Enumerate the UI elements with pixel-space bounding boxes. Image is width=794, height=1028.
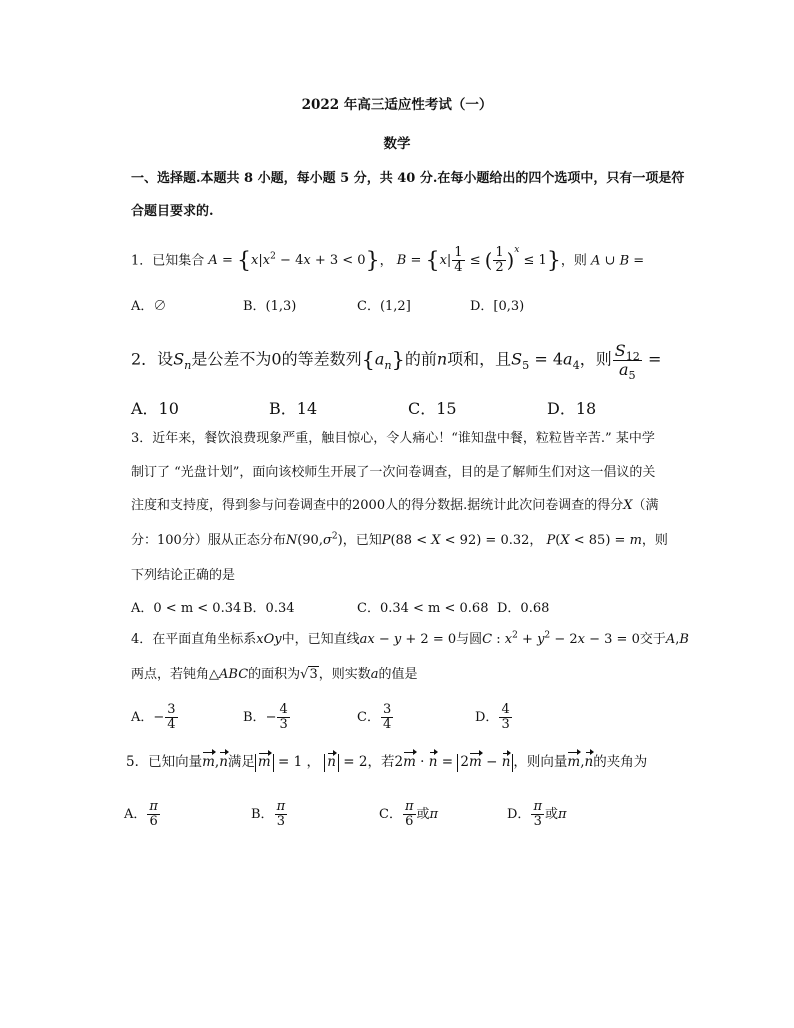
question-2-option-c[interactable]: C．15 — [408, 399, 457, 418]
question-5-text-a: 5．已知向量 — [126, 754, 203, 770]
question-3-line4-b: ，已知 — [342, 533, 382, 548]
question-3-line3-a: 注度和支持度，得到参与问卷调查中的 — [131, 498, 353, 513]
question-3-line3-b: 人的得分数据.据统计此次问卷调查的得分 — [385, 498, 624, 513]
question-3-line4-c: ，则 — [641, 533, 668, 548]
question-3-option-c[interactable]: C．0.34 < m < 0.68 — [357, 601, 489, 616]
question-4-line1-a: 4．在平面直角坐标系 — [131, 632, 257, 647]
question-4-option-a-label: A． — [131, 710, 154, 725]
question-2-fraction: $\frac{S_{12}}{a_5}$ — [614, 341, 640, 382]
question-3-line5: 下列结论正确的是 — [131, 568, 236, 583]
question-4-line1-d: 交于 — [639, 632, 666, 647]
question-3-line4: 分：100分）服从正态分布$N(90,\sigma^2)$，已知P(88 < X < 92) = 0.32， P(X < 85) = m，则 — [131, 531, 668, 548]
question-5-option-c[interactable]: C． $\frac{\pi}{6}$ 或π — [379, 798, 439, 829]
subject-title: 数学 — [383, 136, 411, 152]
question-5-option-c-label: C． — [379, 807, 402, 822]
question-2-option-d[interactable]: D．18 — [547, 399, 597, 418]
question-2-text-b: 的等差数列 — [281, 349, 362, 369]
question-5-option-a-label: A． — [124, 807, 147, 822]
question-5-option-d-or: 或 — [544, 807, 558, 822]
question-2-text-c: 的前 — [404, 349, 437, 369]
question-4-option-c[interactable]: C． $\frac{3}{4}$ — [357, 701, 392, 732]
question-2-number: 2．设 — [131, 349, 174, 369]
question-1-set-b: B = {x| $\frac{1}{4}$ ≤ ( $\frac{1}{2}$ )$^x$ ≤ 1} — [396, 245, 561, 276]
question-3-option-b[interactable]: B．0.34 — [243, 601, 295, 616]
question-4-option-b-label: B． — [243, 710, 266, 725]
question-1-stem: 1．已知集合 $A = \{x|x^2 - 4x + 3 < 0\}$， B = {x| $\frac{1}{4}$ ≤ ( $\frac{1}{2}$ )$^x$ ≤ 1}，则 A ∪ B = — [131, 245, 645, 276]
question-4-option-c-label: C． — [357, 710, 380, 725]
question-3-line4-a: 分：100分）服从正态分布 — [131, 533, 286, 548]
question-5-option-b[interactable]: B． $\frac{\pi}{3}$ — [251, 798, 286, 829]
question-1-set-a: $A = \{x|x^2 - 4x + 3 < 0\}$ — [208, 247, 380, 274]
question-3-line2: 制订了 “光盘计划”，面向该校师生开展了一次问卷调查，目的是了解师生们对这一倡议的关 — [131, 465, 656, 480]
sqrt-symbol: √3 — [300, 667, 318, 682]
question-3-line3: 注度和支持度，得到参与问卷调查中的2000人的得分数据.据统计此次问卷调查的得分X（满 — [131, 498, 659, 513]
question-5-stem: 5．已知向量m,n满足 m = 1 ， n = 2，若2m · n = 2m − n ，则向量m,n的夹角为 — [126, 754, 648, 770]
question-4-option-b[interactable]: B．− $\frac{4}{3}$ — [243, 701, 288, 732]
question-5-option-a[interactable]: A． $\frac{\pi}{6}$ — [124, 798, 158, 829]
question-1-union: A ∪ B = — [591, 253, 645, 269]
question-1-option-c[interactable]: C．(1,2] — [357, 299, 411, 314]
question-3-line1: 3．近年来，餐饮浪费现象严重，触目惊心，令人痛心！“谁知盘中餐，粒粒皆辛苦.” 某中学 — [131, 431, 655, 446]
question-4-line2: 两点，若钝角△ABC的面积为√3，则实数a的值是 — [131, 667, 418, 682]
question-4-option-d[interactable]: D． $\frac{4}{3}$ — [475, 701, 510, 732]
question-5-text-e: 的夹角为 — [593, 754, 648, 770]
question-2-stem: 2．设$S_n$是公差不为0的等差数列$\{a_n\}$的前n项和，且$S_5 = 4a_4$，则 $\frac{S_{12}}{a_5}$ = — [131, 341, 662, 382]
question-4-line2-b: 的面积为 — [248, 667, 301, 682]
question-4-line2-d: 的值是 — [378, 667, 418, 682]
question-5-option-d-label: D． — [507, 807, 531, 822]
question-4-option-a[interactable]: A．− $\frac{3}{4}$ — [131, 701, 176, 732]
question-3-option-a[interactable]: A．0 < m < 0.34 — [131, 601, 242, 616]
question-2-option-a[interactable]: A．10 — [131, 399, 179, 418]
section-instructions-line1: 一、选择题.本题共 8 小题，每小题 5 分，共 40 分.在每小题给出的四个选项中，只有一项是符 — [131, 171, 685, 186]
question-2-option-b[interactable]: B．14 — [269, 399, 318, 418]
question-4-line1-b: 中，已知直线 — [281, 632, 360, 647]
question-1-option-b[interactable]: B．(1,3) — [243, 299, 297, 314]
section-instructions-line2: 合题目要求的. — [131, 204, 214, 219]
question-1-number: 1．已知集合 — [131, 253, 205, 269]
question-1-option-a[interactable]: A．∅ — [131, 299, 167, 314]
question-5-option-c-or: 或 — [416, 807, 430, 822]
question-5-text-c: ，若 — [367, 754, 395, 770]
question-4-line1: 4．在平面直角坐标系xOy中，已知直线ax − y + 2 = 0与圆C : $x^2 + y^2 - 2x - 3 = 0$交于A,B — [131, 630, 689, 647]
exam-title: 2022 年高三适应性考试（一） — [301, 97, 493, 113]
question-5-text-d: ，则向量 — [513, 754, 568, 770]
question-5-text-b: 满足 — [227, 754, 255, 770]
question-2-text-d: 项和，且 — [447, 349, 512, 369]
question-5-option-d[interactable]: D． $\frac{\pi}{3}$ 或π — [507, 798, 567, 829]
question-4-line2-a: 两点，若钝角 — [131, 667, 210, 682]
question-1-option-d[interactable]: D．[0,3) — [470, 299, 525, 314]
question-4-line1-c: 与圆 — [456, 632, 483, 647]
question-2-text-e: ，则 — [579, 349, 612, 369]
question-3-line3-c: （满 — [632, 498, 659, 513]
question-5-option-b-label: B． — [251, 807, 274, 822]
question-4-line2-c: ，则实数 — [318, 667, 371, 682]
question-3-option-d[interactable]: D．0.68 — [497, 601, 550, 616]
question-4-option-d-label: D． — [475, 710, 499, 725]
question-2-text-a: 是公差不为 — [191, 349, 272, 369]
